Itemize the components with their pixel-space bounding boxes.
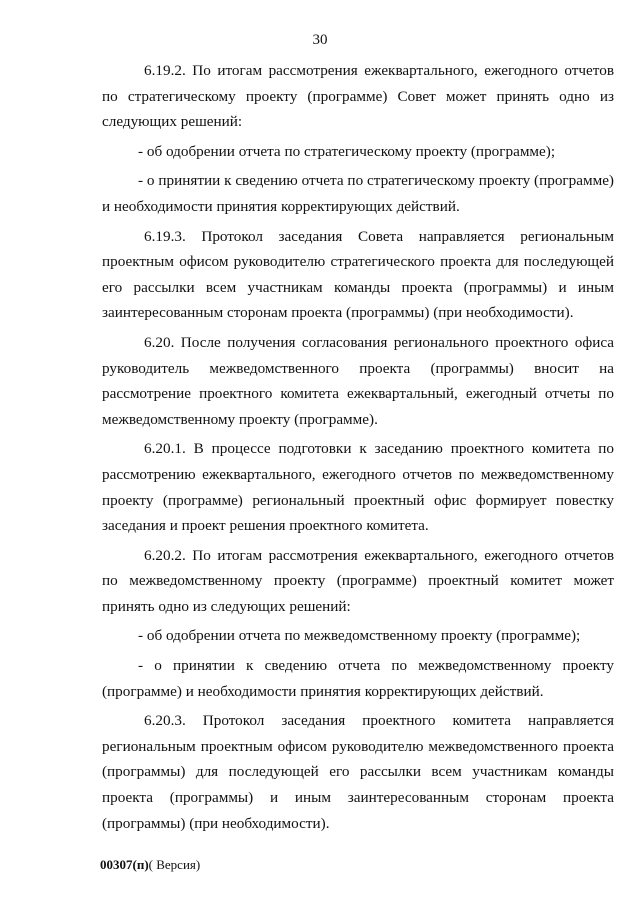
footer-version-label: ( Версия) <box>148 857 201 872</box>
list-item-acceptance-interagency: - о принятии к сведению отчета по межведомственному проекту (программе) и необходимости принятия корректирующих действий. <box>102 657 614 700</box>
paragraph-6-20-2: 6.20.2. По итогам рассмотрения ежеквартального, ежегодного отчетов по межведомственному проекту (программе) проектный комитет может принять одно из следующих решений: <box>102 546 614 615</box>
list-item-approval-interagency: - об одобрении отчета по межведомственному проекту (программе); <box>138 627 581 645</box>
page-number: 30 <box>312 32 328 48</box>
list-item-acceptance-strategic: - о принятии к сведению отчета по стратегическому проекту (программе) и необходимости принятия корректирующих действий. <box>102 172 614 215</box>
paragraph-6-20-1: 6.20.1. В процессе подготовки к заседанию проектного комитета по рассмотрению ежеквартального, ежегодного отчетов по межведомственному проекту (программе) региональный проектный офис формирует повестку заседания и проект решения проектного комитета. <box>102 440 614 535</box>
document-footer <box>100 857 200 873</box>
document-body <box>102 58 614 836</box>
paragraph-6-20: 6.20. После получения согласования регионального проектного офиса руководитель межведомственного проекта (программы) вносит на рассмотрение проектного комитета ежеквартальный, ежегодный отчеты по межведомственному проекту (программе). <box>102 333 614 428</box>
paragraph-6-19-3: 6.19.3. Протокол заседания Совета направляется региональным проектным офисом руководителю стратегического проекта для последующей его рассылки всем участникам команды проекта (программы) и иным заинтересованным сторонам проекта (программы) (при необходимости). <box>102 227 614 322</box>
list-item-approval-strategic: - об одобрении отчета по стратегическому проекту (программе); <box>138 142 556 160</box>
footer-code: 00307(п) <box>100 857 149 872</box>
paragraph-6-20-3: 6.20.3. Протокол заседания проектного комитета направляется региональным проектным офисом руководителю межведомственного проекта (программы) для последующей его рассылки всем участникам команды проекта (программы) и иным заинтересованным сторонам проекта (программы) (при необходимости). <box>102 712 614 832</box>
paragraph-6-19-2: 6.19.2. По итогам рассмотрения ежеквартального, ежегодного отчетов по стратегическому проекту (программе) Совет может принять одно из следующих решений: <box>102 62 614 131</box>
